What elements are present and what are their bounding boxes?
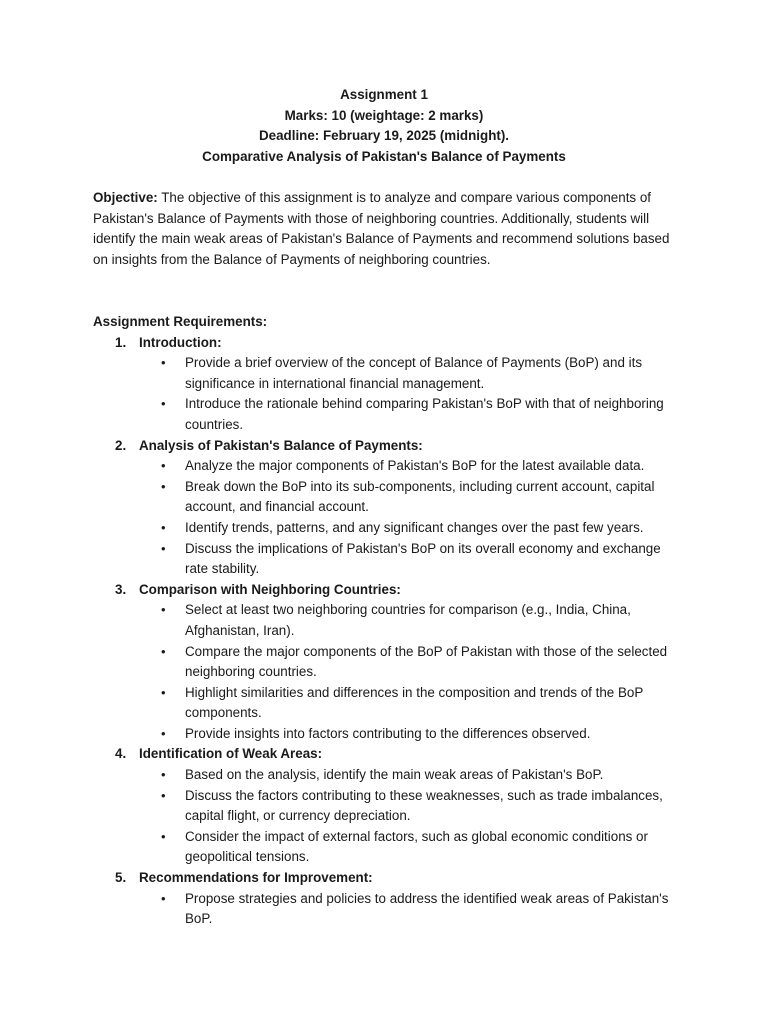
section-title: Analysis of Pakistan's Balance of Payments: [139, 437, 423, 453]
list-item [93, 600, 675, 641]
objective-label: Objective: [93, 190, 158, 205]
section-title: Recommendations for Improvement: [139, 870, 373, 886]
list-item-text: Based on the analysis, identify the main weak areas of Pakistan's BoP. [185, 767, 604, 783]
list-item [93, 518, 675, 539]
list-item [93, 827, 675, 868]
section-heading [93, 744, 693, 765]
bullet-icon: • [161, 725, 166, 741]
objective-text: The objective of this assignment is to analyze and compare various components of Pakistan's Balance of Payments with those of neighboring countries. Additionally, students will identify the main weak areas of Pakistan's Balance of Payments and recommend solutions based on insights from the Balance of Payments of neighboring countries. [93, 190, 670, 267]
list-item-text: Break down the BoP into its sub-components, including current account, capital account, and financial account. [185, 478, 655, 515]
section-number: 4. [115, 746, 127, 762]
list-item-text: Introduce the rationale behind comparing Pakistan's BoP with that of neighboring countries. [185, 396, 664, 432]
list-item-text: Highlight similarities and differences in the composition and trends of the BoP components. [185, 684, 644, 721]
bullet-list [93, 456, 693, 580]
section-introduction [93, 333, 693, 436]
section-number: 5. [115, 870, 127, 886]
section-number: 1. [115, 334, 127, 350]
bullet-icon: • [161, 478, 166, 494]
list-item-text: Select at least two neighboring countries for comparison (e.g., India, China, Afghanistan, Iran). [185, 602, 631, 638]
bullet-icon: • [161, 519, 166, 535]
bullet-list [93, 889, 693, 930]
section-number: 2. [115, 437, 127, 453]
list-item-text: Discuss the factors contributing to these weaknesses, such as trade imbalances, capital flight, or currency depreciation. [185, 787, 663, 824]
bullet-icon: • [161, 828, 166, 844]
bullet-icon: • [161, 355, 166, 371]
list-item-text: Identify trends, patterns, and any significant changes over the past few years. [185, 519, 644, 535]
section-weak-areas [93, 744, 693, 868]
section-comparison [93, 580, 693, 745]
list-item-text: Provide insights into factors contributing to the differences observed. [185, 725, 591, 741]
section-number: 3. [115, 581, 127, 597]
bullet-icon: • [161, 787, 166, 803]
bullet-list [93, 765, 693, 868]
objective-paragraph [93, 188, 678, 270]
section-title: Comparison with Neighboring Countries: [139, 581, 401, 597]
list-item [93, 642, 675, 683]
bullet-icon: • [161, 458, 166, 474]
bullet-icon: • [161, 767, 166, 783]
list-item-text: Consider the impact of external factors, such as global economic conditions or geopolitical tensions. [185, 828, 648, 865]
document-header [0, 85, 768, 167]
bullet-icon: • [161, 540, 166, 556]
bullet-icon: • [161, 890, 166, 906]
list-item-text: Provide a brief overview of the concept of Balance of Payments (BoP) and its significance in international financial management. [185, 355, 643, 391]
section-heading [93, 580, 693, 601]
deadline-line: Deadline: February 19, 2025 (midnight). [258, 128, 510, 144]
list-item [93, 765, 675, 786]
section-title: Introduction: [139, 334, 222, 350]
list-item-text: Compare the major components of the BoP of Pakistan with those of the selected neighboring countries. [185, 643, 668, 680]
list-item [93, 889, 675, 930]
bullet-icon: • [161, 602, 166, 618]
bullet-icon: • [161, 396, 166, 412]
list-item-text: Discuss the implications of Pakistan's BoP on its overall economy and exchange rate stability. [185, 540, 661, 577]
assignment-title: Assignment 1 [340, 87, 428, 102]
list-item [93, 786, 675, 827]
list-item-text: Propose strategies and policies to address the identified weak areas of Pakistan's BoP. [185, 890, 669, 927]
list-item [93, 724, 675, 745]
section-heading [93, 868, 693, 889]
list-item [93, 477, 675, 518]
requirements-block [93, 312, 693, 930]
section-title: Identification of Weak Areas: [139, 746, 323, 762]
list-item [93, 683, 675, 724]
section-analysis [93, 436, 693, 580]
section-heading [93, 333, 693, 354]
list-item [93, 394, 675, 435]
bullet-list [93, 353, 693, 435]
bullet-list [93, 600, 693, 744]
section-heading [93, 436, 693, 457]
topic-title: Comparative Analysis of Pakistan's Balance of Payments [202, 148, 566, 164]
bullet-icon: • [161, 684, 166, 700]
section-recommendations [93, 868, 693, 930]
list-item [93, 353, 675, 394]
list-item [93, 539, 675, 580]
list-item [93, 456, 675, 477]
list-item-text: Analyze the major components of Pakistan's BoP for the latest available data. [185, 458, 645, 474]
bullet-icon: • [161, 643, 166, 659]
requirements-title: Assignment Requirements: [93, 314, 268, 329]
marks-line: Marks: 10 (weightage: 2 marks) [284, 107, 484, 123]
